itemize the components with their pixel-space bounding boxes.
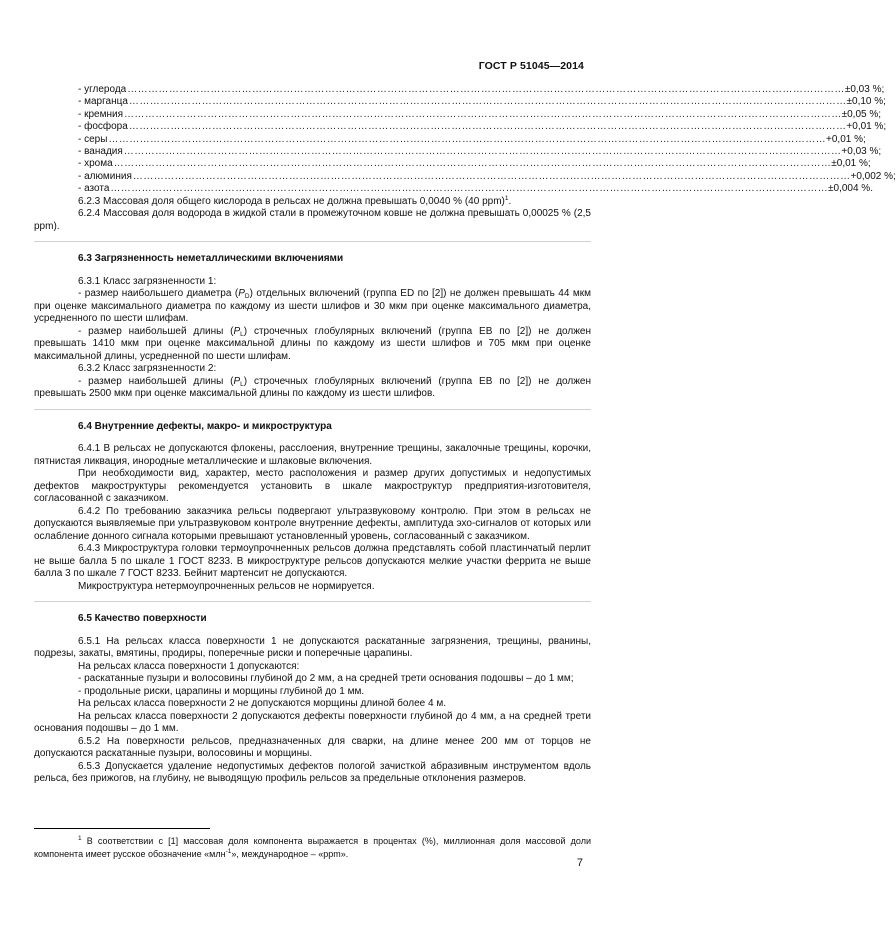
paragraph-text: ) строчечных глобулярных включений (группа ЕВ по [2]) не должен превышать 1410 мкм при оценке максимальной длины по каждому из шести шлифов и 705 мкм при оценке максимальной длины, усредненной по шести шлифам. [34,325,591,362]
element-name: - марганца [78,96,128,108]
paragraph-6-4-1: 6.4.1 В рельсах не допускаются флокены, расслоения, внутренние трещины, закалочные трещины, корочки, пятнистая ликвация, инородные металлические и шлаковые включения. [34,443,591,467]
section-divider [34,241,591,242]
paragraph-6-5-1-b: - продольные риски, царапины и морщины глубиной до 1 мм. [78,685,365,697]
dot-leader: ……………………………………………………………………………………………………………………………………………………………………………………… [124,108,842,120]
symbol: P [233,375,241,387]
page-content [34,84,896,786]
list-item [78,145,882,158]
list-item [78,133,866,146]
page-number: 7 [576,857,583,869]
element-tolerance-list [78,84,896,196]
paragraph-6-5-2: 6.5.2 На поверхности рельсов, предназначенных для сварки, на длине менее 200 мм от торцов не допускаются раскатанные пузыри, волосовины и морщины. [34,735,591,760]
dot-leader: ……………………………………………………………………………………………………………………………………………………………………………………… [110,183,829,195]
list-item [78,121,887,133]
element-tolerance: +0,01 %; [826,133,866,145]
paragraph-6-3-2: 6.3.2 Класс загрязненности 2: [78,363,217,375]
paragraph-6-5-1: 6.5.1 На рельсах класса поверхности 1 не допускаются раскатанные загрязнения, трещины, рванины, подрезы, закаты, вмятины, продиры, поперечные риски и поперечные царапины. [34,635,591,660]
element-tolerance: ±0,05 %; [841,108,882,120]
element-name: - углерода [78,84,127,95]
paragraph-6-3-1-a [34,288,591,326]
symbol-subscript: D [244,293,250,301]
element-tolerance: +0,03 %; [841,145,882,157]
paragraph-6-3-1: 6.3.1 Класс загрязненности 1: [78,275,217,287]
paragraph-6-2-4: 6.2.4 Массовая доля водорода в жидкой стали в промежуточном ковше не должна превышать 0,00025 % (2,5 ppm). [34,208,591,232]
paragraph-6-3-2-a [34,376,591,401]
paragraph-text: - размер наибольшей длины ( [78,375,234,387]
footnote-mark: 1 [78,835,82,842]
element-tolerance: +0,01 %; [846,121,887,133]
footnote-text [34,835,591,860]
paragraph-6-2-3 [34,196,591,209]
dot-leader: ……………………………………………………………………………………………………………………………………………………………………………………… [127,84,845,95]
list-item [78,84,885,96]
section-title-6-5: 6.5 Качество поверхности [78,613,207,625]
section-title-6-4: 6.4 Внутренние дефекты, макро- и микроструктура [78,420,332,432]
element-tolerance: ±0,03 %; [844,84,885,95]
dot-leader: ……………………………………………………………………………………………………………………………………………………………………………………… [123,145,842,157]
section-title-6-3: 6.3 Загрязненность неметаллическими включениями [78,253,344,265]
dot-leader: ……………………………………………………………………………………………………………………………………………………………………………………… [108,133,827,145]
paragraph-6-4-3-note: Микроструктура нетермоупрочненных рельсов не нормируется. [78,580,375,592]
list-item [78,108,882,121]
paragraph-6-5-1-class2-allowed: На рельсах класса поверхности 2 допускаются дефекты поверхности глубиной до 4 мм, а на средней трети основания подошвы – до 1 мм. [34,710,591,735]
element-name: - фосфора [78,121,128,133]
paragraph-6-4-2: 6.4.2 По требованию заказчика рельсы подвергают ультразвуковому контролю. При этом в рельсах не допускаются выявляемые при ультразвуковом контроле внутренние дефекты, амплитуда эхо-сигналов от которых или ослабление донного сигнала которыми превышают установленный уровень, согласованный с заказчиком. [34,505,591,542]
symbol: P [238,288,245,300]
list-item [78,96,886,108]
list-item [78,170,896,183]
symbol-subscript: L [240,380,244,388]
section-divider [34,409,591,410]
paragraph-text: В соответствии с [1] массовая доля компонента выражается в процентах (%), миллионная доля массовой доли компонента имеет русское обозначение «млн [34,836,591,859]
paragraph-text: ) строчечных глобулярных включений (группа ЕВ по [2]) не должен превышать 2500 мкм при оценке максимальной длины по каждому из шести шлифов. [34,375,591,400]
footnote-ref[interactable]: 1 [504,194,509,202]
symbol: P [233,325,241,337]
element-tolerance: ±0,004 %. [828,183,873,195]
paragraph-6-5-1-class2: На рельсах класса поверхности 2 не допускаются морщины длиной более 4 м. [78,698,446,710]
paragraph-6-5-1-allowed: На рельсах класса поверхности 1 допускаются: [78,660,300,672]
paragraph-text: ) отдельных включений (группа ED по [2]) не должен превышать 44 мкм при оценке максимального диаметра по каждому из шести шлифов и 30 мкм при оценке максимального диаметра, усредненного по шести шлифам. [34,288,591,325]
symbol-subscript: L [240,330,244,338]
dot-leader: ……………………………………………………………………………………………………………………………………………………………………………………… [128,96,847,108]
superscript: -1 [225,847,232,855]
paragraph-6-3-1-b [34,326,591,364]
standard-header: ГОСТ Р 51045—2014 [478,60,584,72]
paragraph-6-4-3: 6.4.3 Микроструктура головки термоупрочненных рельсов должна представлять собой пластинчатый перлит не выше балла 5 по шкале 1 ГОСТ 8233. В микроструктуре рельсов допускаются мелкие участки феррита не выше балла 3 по шкале 7 ГОСТ 8233. Бейнит мартенсит не допускаются. [34,543,591,580]
footnote-separator [34,828,210,829]
element-name: - азота [78,183,110,195]
paragraph-text: - размер наибольшей длины ( [78,325,234,337]
paragraph-6-5-1-a: - раскатанные пузыри и волосовины глубиной до 2 мм, а на средней трети основания подошвы – до 1 мм; [78,673,574,685]
dot-leader: ……………………………………………………………………………………………………………………………………………………………………………………… [113,158,832,170]
paragraph-text: . [508,195,512,207]
element-name: - кремния [78,108,124,120]
paragraph-text: », международное – «ppm». [231,848,349,859]
element-name: - серы [78,133,108,145]
paragraph-text: - размер наибольшего диаметра ( [78,288,239,300]
element-tolerance: +0,002 %; [850,170,896,182]
section-divider [34,601,591,602]
element-name: - хрома [78,158,113,170]
dot-leader: ……………………………………………………………………………………………………………………………………………………………………………………… [128,121,847,133]
paragraph-6-4-1-note: При необходимости вид, характер, место расположения и размер других допустимых и недопустимых дефектов макроструктуры рекомендуется установить в шкале макроструктур предприятия-изготовителя, согласованной с заказчиком. [34,468,591,505]
list-item [78,183,873,195]
list-item [78,158,871,170]
dot-leader: ……………………………………………………………………………………………………………………………………………………………………………………… [132,170,851,182]
element-name: - ванадия [78,145,123,157]
footnote [34,835,591,860]
paragraph-6-5-3: 6.5.3 Допускается удаление недопустимых дефектов пологой зачисткой абразивным инструментом вдоль рельса, без прижогов, на глубину, не выводящую профиль рельсов за предельные отклонения размеров. [34,760,591,785]
element-tolerance: ±0,01 %; [831,158,871,170]
element-tolerance: ±0,10 %; [846,96,886,108]
element-name: - алюминия [78,170,132,182]
paragraph-text: 6.2.3 Массовая доля общего кислорода в рельсах не должна превышать 0,0040 % (40 ppm) [78,195,505,207]
